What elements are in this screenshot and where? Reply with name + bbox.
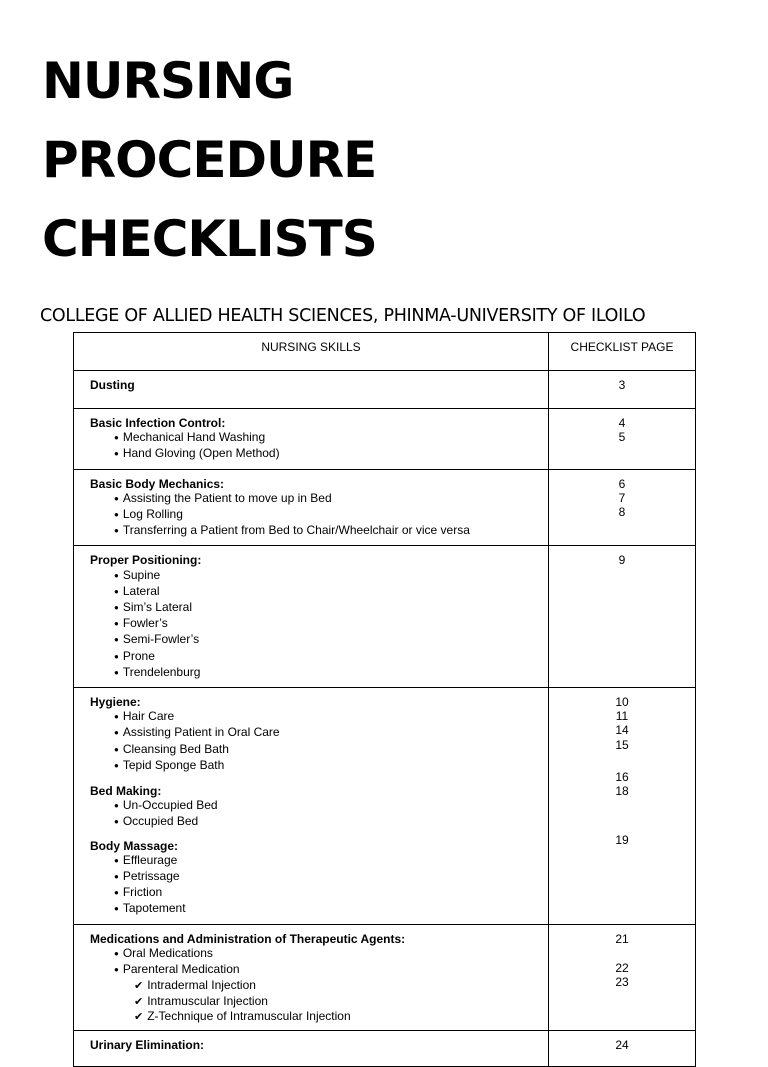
- title-line: NURSING: [42, 52, 294, 110]
- page-number: 19: [615, 833, 629, 848]
- skill-cell: [74, 546, 549, 688]
- list-item: ● Prone: [114, 649, 548, 665]
- list-item: ● Fowler’s: [114, 616, 548, 632]
- sub-skill-list: [90, 978, 548, 1024]
- page-number: 3: [618, 378, 626, 392]
- section-heading: Bed Making:: [90, 784, 162, 799]
- list-item: ● Semi-Fowler’s: [114, 632, 548, 648]
- page-number: 14: [615, 723, 629, 738]
- page-number: 24: [615, 1037, 629, 1052]
- page-number: 18: [615, 784, 629, 799]
- section-heading: Dusting: [90, 378, 135, 392]
- table-row: [74, 924, 696, 1030]
- section-heading: Proper Positioning:: [90, 553, 202, 568]
- skill-cell: [74, 409, 549, 470]
- list-item: ● Cleansing Bed Bath: [114, 742, 548, 758]
- list-item: ● Petrissage: [114, 869, 548, 885]
- page-number: 7: [618, 490, 626, 505]
- list-item: ● Oral Medications: [114, 946, 548, 962]
- sub-list-item: ✔ Intramuscular Injection: [134, 994, 548, 1009]
- list-item: ● Log Rolling: [114, 507, 548, 523]
- page-number: 10: [615, 695, 629, 710]
- skill-cell: [74, 469, 549, 546]
- section-heading: Urinary Elimination:: [90, 1037, 205, 1052]
- sub-list-item: ✔ Intradermal Injection: [134, 978, 548, 993]
- page-number: 22: [615, 960, 629, 975]
- table-row: [74, 688, 696, 925]
- table-row: [74, 546, 696, 688]
- document-title: [42, 42, 377, 279]
- page-number: 21: [615, 931, 629, 946]
- title-line: CHECKLISTS: [42, 210, 377, 268]
- list-item: ● Mechanical Hand Washing: [114, 430, 548, 446]
- table-row: [74, 371, 696, 409]
- list-item: ● Assisting the Patient to move up in Bed: [114, 491, 548, 507]
- list-item: ● Assisting Patient in Oral Care: [114, 725, 548, 741]
- page-cell: [549, 688, 696, 925]
- page-number: 4: [618, 416, 626, 430]
- list-item: ● Supine: [114, 568, 548, 584]
- list-item: ● Lateral: [114, 584, 548, 600]
- table-header-row: [74, 333, 696, 371]
- list-item: ● Trendelenburg: [114, 665, 548, 681]
- page-number: 8: [618, 505, 626, 520]
- title-line: PROCEDURE: [42, 131, 377, 189]
- skill-list: [90, 568, 548, 681]
- skill-list: [90, 709, 548, 774]
- sub-list-item: ✔ Z-Technique of Intramuscular Injection: [134, 1009, 548, 1024]
- skill-cell: [74, 924, 549, 1030]
- table-row: [74, 409, 696, 470]
- skill-list: [90, 946, 548, 978]
- page-number: 15: [615, 737, 629, 752]
- skill-cell: [74, 1030, 549, 1066]
- list-item: ● Friction: [114, 885, 548, 901]
- page-number: 6: [618, 476, 626, 491]
- skill-cell: [74, 688, 549, 925]
- page-cell: [549, 924, 696, 1030]
- list-item: ● Hair Care: [114, 709, 548, 725]
- list-item: ● Un-Occupied Bed: [114, 798, 548, 814]
- list-item: ● Occupied Bed: [114, 814, 548, 830]
- page-number: 23: [615, 975, 629, 990]
- college-name: COLLEGE OF ALLIED HEALTH SCIENCES, PHINMA-UNIVERSITY OF ILOILO: [40, 306, 646, 326]
- section-heading: Medications and Administration of Therapeutic Agents:: [90, 931, 406, 946]
- page-number: 9: [618, 553, 626, 568]
- list-item: ● Hand Gloving (Open Method): [114, 446, 548, 462]
- header-checklist-page: CHECKLIST PAGE: [549, 333, 696, 371]
- page-number: 5: [618, 430, 626, 445]
- section-heading: Body Massage:: [90, 838, 179, 853]
- page-cell: [549, 409, 696, 470]
- table-row: [74, 469, 696, 546]
- list-item: ● Tepid Sponge Bath: [114, 758, 548, 774]
- skill-list: [90, 798, 548, 830]
- skill-list: [90, 430, 548, 462]
- section-heading: Basic Infection Control:: [90, 416, 226, 430]
- checklist-table: [73, 332, 696, 1067]
- page-cell: [549, 546, 696, 688]
- list-item: ● Parenteral Medication: [114, 962, 548, 978]
- skill-cell: [74, 371, 549, 409]
- skill-list: [90, 853, 548, 918]
- list-item: ● Sim’s Lateral: [114, 600, 548, 616]
- page-cell: [549, 1030, 696, 1066]
- page-number: 11: [615, 709, 629, 724]
- header-nursing-skills: NURSING SKILLS: [74, 333, 549, 371]
- page-cell: [549, 469, 696, 546]
- page-cell: [549, 371, 696, 409]
- list-item: ● Tapotement: [114, 901, 548, 917]
- table-row: [74, 1030, 696, 1066]
- section-heading: Hygiene:: [90, 695, 141, 710]
- section-heading: Basic Body Mechanics:: [90, 476, 225, 491]
- list-item: ● Transferring a Patient from Bed to Chair/Wheelchair or vice versa: [114, 523, 548, 539]
- skill-list: [90, 491, 548, 540]
- page-number: 16: [615, 769, 629, 784]
- list-item: ● Effleurage: [114, 853, 548, 869]
